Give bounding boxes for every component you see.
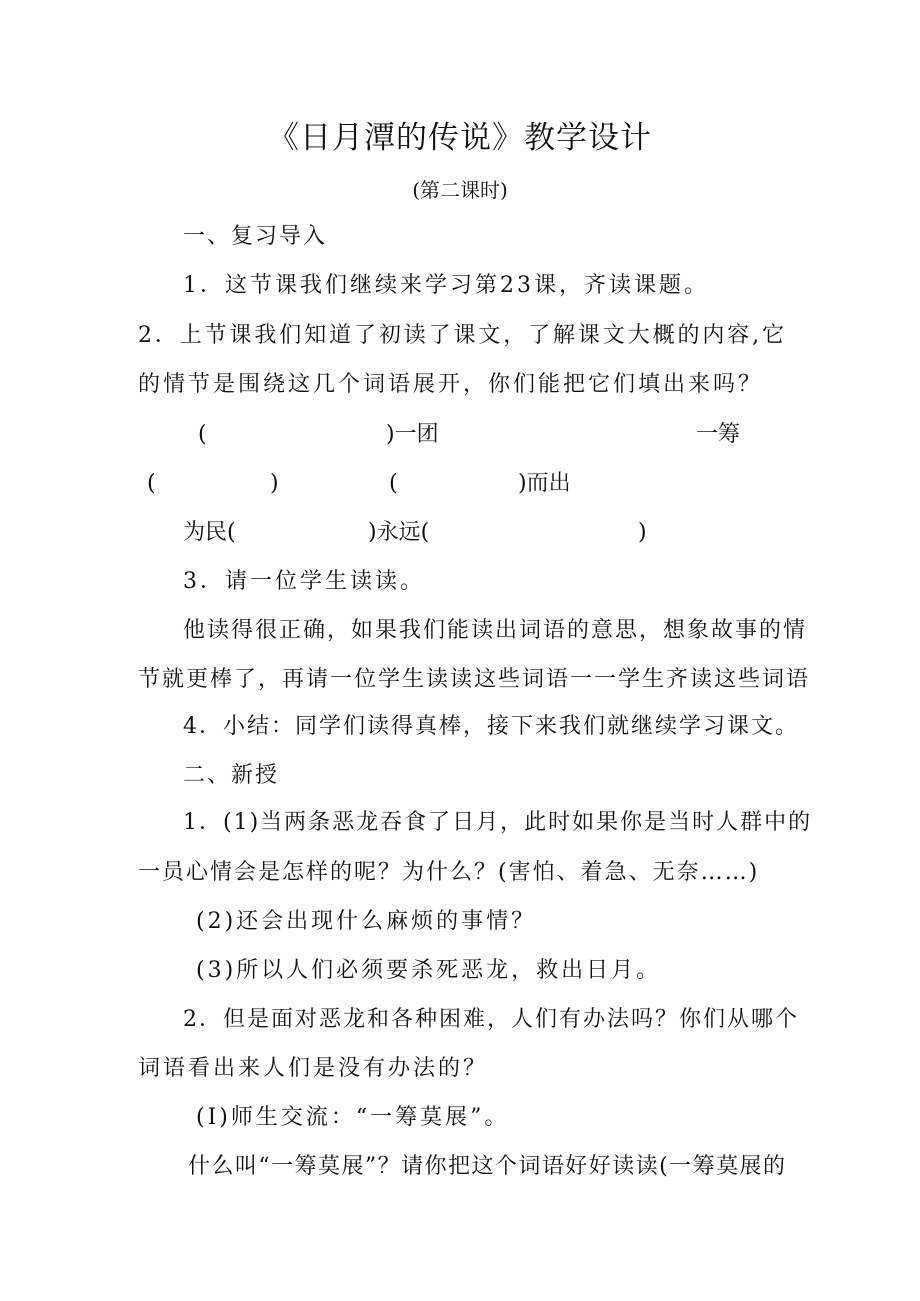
blank-bracket: ) bbox=[638, 520, 647, 545]
paragraph-line: 节就更棒了，再请一位学生读读这些词语一一学生齐读这些词语 bbox=[138, 667, 811, 692]
paragraph-line: 2．但是面对恶龙和各种困难，人们有办法吗？你们从哪个 bbox=[183, 1007, 799, 1032]
paragraph-line: 词语看出来人们是没有办法的？ bbox=[138, 1056, 489, 1081]
blank-bracket: ) bbox=[270, 471, 279, 496]
paragraph-line: 什么叫“一筹莫展”？请你把这个词语好好读读(一筹莫展的 bbox=[188, 1154, 786, 1179]
paragraph: 1．这节课我们继续来学习第23课，齐读课题。 bbox=[183, 273, 709, 298]
paragraph-line: 的情节是围绕这几个词语展开，你们能把它们填出来吗？ bbox=[138, 372, 764, 397]
paragraph-line: 一员心情会是怎样的呢？为什么？(害怕、着急、无奈……) bbox=[138, 860, 760, 885]
blank-bracket: ( bbox=[147, 471, 156, 496]
section-heading-review: 一、复习导入 bbox=[183, 224, 328, 249]
section-heading-new: 二、新授 bbox=[183, 763, 280, 788]
paragraph-line: 2．上节课我们知道了初读了课文，了解课文大概的内容,它 bbox=[138, 323, 786, 348]
paragraph: 4．小结：同学们读得真棒，接下来我们就继续学习课文。 bbox=[183, 714, 799, 739]
blank-phrase: )一团 bbox=[386, 422, 439, 447]
blank-phrase: )而出 bbox=[518, 471, 571, 496]
document-title: 《日月潭的传说》教学设计 bbox=[268, 120, 652, 156]
blank-phrase: 为民( bbox=[183, 520, 236, 545]
paragraph: (I)师生交流：“一筹莫展”。 bbox=[196, 1105, 510, 1130]
blank-bracket: ( bbox=[389, 471, 398, 496]
paragraph: (3)所以人们必须要杀死恶龙，救出日月。 bbox=[196, 958, 662, 983]
paragraph-line: 他读得很正确，如果我们能读出词语的意思，想象故事的情 bbox=[183, 618, 808, 643]
blank-bracket: ( bbox=[198, 422, 207, 447]
blank-phrase: 一筹 bbox=[696, 422, 741, 447]
blank-phrase: )永远( bbox=[368, 520, 430, 545]
document-subtitle: (第二课时) bbox=[412, 178, 508, 202]
paragraph-line: 1．(1)当两条恶龙吞食了日月，此时如果你是当时人群中的 bbox=[183, 810, 813, 835]
paragraph: 3．请一位学生读读。 bbox=[183, 569, 425, 594]
paragraph: (2)还会出现什么麻烦的事情？ bbox=[196, 909, 537, 934]
